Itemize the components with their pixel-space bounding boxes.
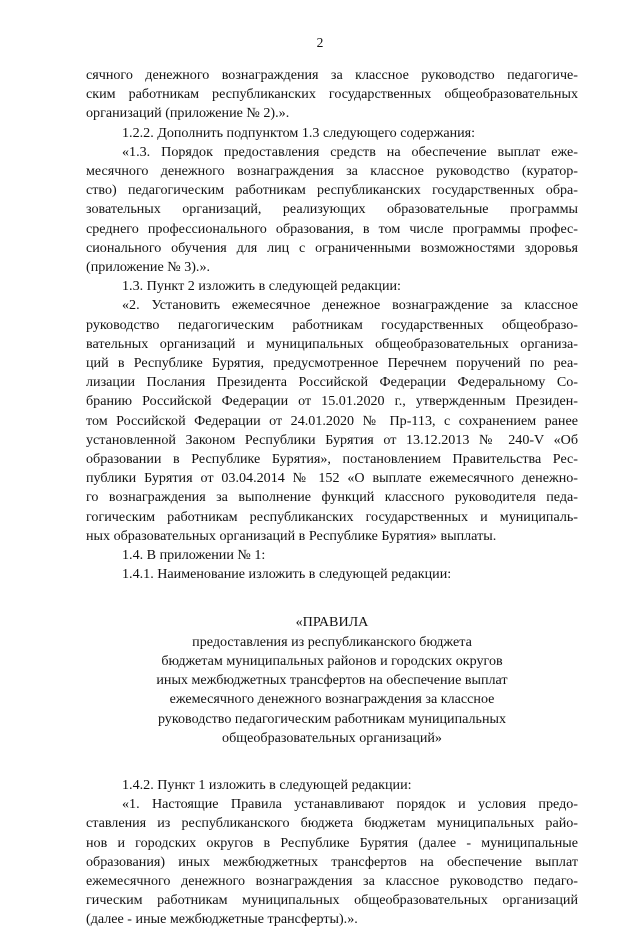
spacer [86, 584, 578, 613]
paragraph-1-quote [86, 795, 578, 929]
rules-subtitle-line: ежемесячного денежного вознаграждения за классное [169, 691, 495, 708]
paragraph-1-4-1 [86, 565, 578, 584]
text-line: ство) педагогическим работникам республиканских государственных обра- [86, 182, 578, 199]
text-line: публики Бурятия от 03.04.2014 № 152 «О выплате ежемесячного денежно- [86, 470, 578, 487]
text-line: ежемесячного денежного вознаграждения за классное руководство педаго- [86, 872, 578, 889]
paragraph-1-2-2 [86, 124, 578, 143]
rules-subtitle-line: бюджетам муниципальных районов и городских округов [161, 652, 503, 669]
text-line: бранию Российской Федерации от 15.01.2020 г., утвержденным Президен- [86, 393, 578, 410]
rules-subtitle-line: иных межбюджетных трансфертов на обеспечение выплат [156, 672, 508, 689]
text-line: образования) иных межбюджетных трансфертов на обеспечение выплат [86, 853, 578, 870]
text-line: вательных организаций и муниципальных общеобразовательных организа- [86, 335, 578, 352]
text-line: «1.3. Порядок предоставления средств на обеспечение выплат еже- [122, 143, 578, 160]
text-line: 1.4.2. Пункт 1 изложить в следующей редакции: [122, 776, 412, 793]
text-line: гическим работникам муниципальных общеобразовательных организаций [86, 892, 578, 909]
text-line: нов и городских округов в Республике Бурятия (далее - муниципальные [86, 834, 578, 851]
text-line: ций в Республике Бурятия, предусмотренное Перечнем поручений по реа- [86, 355, 578, 372]
document-body [86, 66, 578, 930]
rules-heading [86, 613, 578, 747]
paragraph-2-quote [86, 296, 578, 546]
text-line: месячного денежного вознаграждения за классное руководство (куратор- [86, 163, 578, 180]
text-line: 1.2.2. Дополнить подпунктом 1.3 следующего содержания: [122, 124, 476, 141]
rules-subtitle-line: предоставления из республиканского бюджета [192, 633, 472, 650]
rules-subtitle-line: общеобразовательных организаций» [222, 729, 442, 746]
rules-subtitle-line: руководство педагогическим работникам муниципальных [157, 710, 507, 727]
paragraph-1-3-quote [86, 143, 578, 277]
text-line: го вознаграждения за выполнение функций классного руководителя педа- [86, 489, 578, 506]
text-line: образовании в Республике Бурятия», постановлением Правительства Рес- [86, 451, 578, 468]
paragraph-1-4 [86, 546, 578, 565]
text-line: «1. Настоящие Правила устанавливают порядок и условия предо- [122, 796, 578, 813]
text-line: сионального обучения для лиц с ограниченными возможностями здоровья [86, 239, 578, 256]
text-line: руководство педагогическим работникам государственных общеобразо- [86, 316, 578, 333]
text-line: сячного денежного вознаграждения за классное руководство педагогиче- [86, 67, 578, 83]
text-line: среднего профессионального образования, в том числе программы профес- [86, 220, 578, 237]
text-line: ных образовательных организаций в Республике Бурятия» выплаты. [86, 527, 497, 544]
text-line: ским работникам республиканских государственных общеобразовательных [86, 86, 578, 103]
text-line: лизации Послания Президента Российской Федерации Федеральному Со- [86, 374, 578, 391]
page-number: 2 [316, 35, 324, 50]
text-line: том Российской Федерации от 24.01.2020 № Пр-113, с сохранением ранее [86, 412, 578, 429]
text-line: зовательных организаций, реализующих образовательные программы [86, 201, 578, 218]
paragraph-1-3 [86, 277, 578, 296]
spacer [86, 748, 578, 776]
text-line: 1.4.1. Наименование изложить в следующей редакции: [122, 566, 452, 583]
text-line: установленной Законом Республики Бурятия от 13.12.2013 № 240-V «Об [86, 431, 578, 448]
text-line: 1.4. В приложении № 1: [122, 547, 266, 564]
text-line: «2. Установить ежемесячное денежное вознаграждение за классное [122, 297, 578, 314]
text-line: (приложение № 3).». [86, 259, 211, 276]
rules-title: «ПРАВИЛА [295, 614, 369, 631]
paragraph-continuation [86, 66, 578, 124]
text-line: гогическим работникам республиканских государственных и муниципаль- [86, 508, 578, 525]
text-line: ставления из республиканского бюджета бюджетам муниципальных райо- [86, 815, 578, 832]
text-line: организаций (приложение № 2).». [86, 105, 290, 122]
text-line: 1.3. Пункт 2 изложить в следующей редакции: [122, 278, 401, 295]
text-line: (далее - иные межбюджетные трансферты).». [86, 911, 358, 928]
paragraph-1-4-2 [86, 776, 578, 795]
